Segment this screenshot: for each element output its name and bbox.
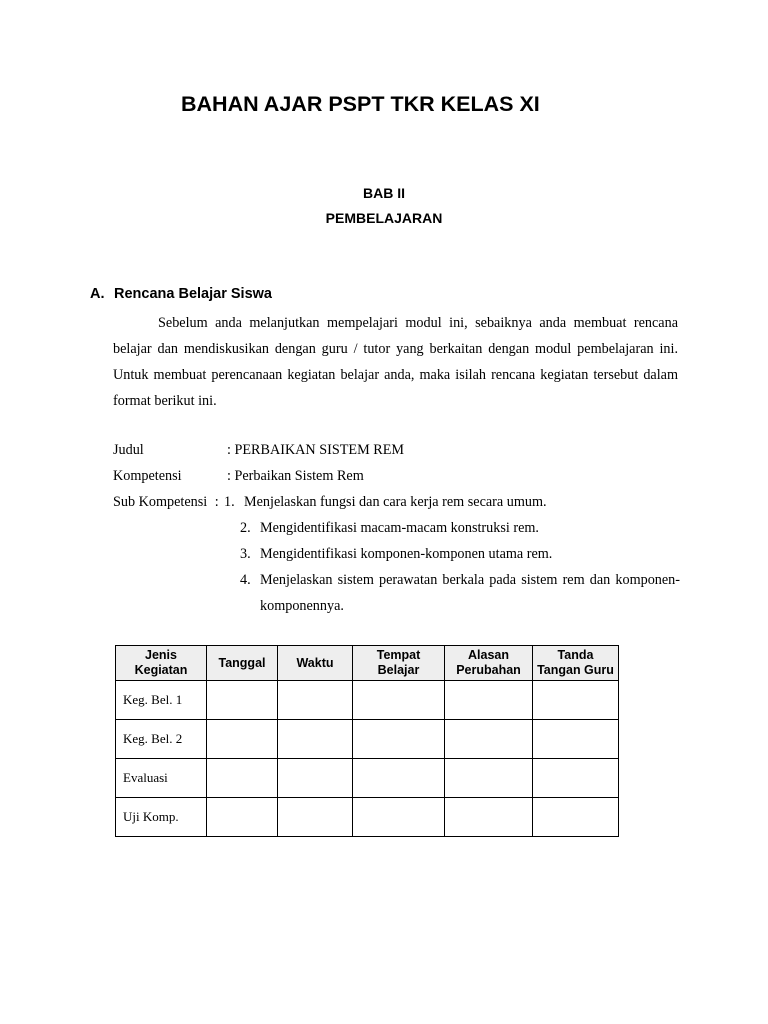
- meta-kompetensi: [113, 466, 364, 486]
- section-heading: [90, 286, 272, 302]
- table-cell[interactable]: [533, 681, 619, 720]
- header-line: Alasan: [468, 648, 509, 662]
- chapter-number: BAB II: [363, 185, 405, 201]
- table-cell[interactable]: [207, 720, 278, 759]
- header-line: Jenis: [145, 648, 177, 662]
- row-label: Evaluasi: [116, 759, 207, 798]
- table-cell[interactable]: [445, 759, 533, 798]
- kompetensi-label: Kompetensi: [113, 468, 182, 484]
- sub-item-number: 4.: [240, 572, 251, 588]
- table-cell[interactable]: [278, 759, 353, 798]
- header-line: Tanggal: [218, 655, 266, 670]
- header-line: Belajar: [377, 663, 420, 677]
- table-header-row: [116, 646, 619, 681]
- sub-item-text: Menjelaskan fungsi dan cara kerja rem secara umum.: [244, 494, 547, 510]
- table-cell[interactable]: [445, 681, 533, 720]
- table-cell[interactable]: [445, 720, 533, 759]
- judul-value: : PERBAIKAN SISTEM REM: [227, 442, 404, 458]
- row-label: Keg. Bel. 2: [116, 720, 207, 759]
- header-tempat-belajar: [353, 646, 445, 681]
- intro-paragraph-text: Sebelum anda melanjutkan mempelajari modul ini, sebaiknya anda membuat rencana belajar dan mendiskusikan dengan guru / tutor yang berkaitan dengan modul pembelajaran ini. Untuk membuat perencanaan kegiatan belajar anda, maka isilah rencana kegiatan tersebut dalam format berikut ini.: [113, 315, 678, 409]
- intro-paragraph: [113, 310, 678, 414]
- sub-item-text: Mengidentifikasi komponen-komponen utama rem.: [260, 546, 553, 562]
- sub-kompetensi-colon: :: [214, 494, 219, 510]
- section-heading-text: Rencana Belajar Siswa: [114, 286, 272, 302]
- table-row: [116, 798, 619, 837]
- document-title: BAHAN AJAR PSPT TKR KELAS XI: [181, 92, 540, 116]
- table-cell[interactable]: [353, 681, 445, 720]
- table-cell[interactable]: [533, 720, 619, 759]
- header-line: Tanda: [557, 648, 594, 662]
- header-tanda-tangan-guru: [533, 646, 619, 681]
- table-cell[interactable]: [207, 759, 278, 798]
- table-cell[interactable]: [533, 759, 619, 798]
- table-cell[interactable]: [278, 681, 353, 720]
- table-row: [116, 681, 619, 720]
- header-line: Kegiatan: [134, 663, 188, 677]
- table-cell[interactable]: [533, 798, 619, 837]
- sub-item-number: 3.: [240, 546, 251, 562]
- sub-item-text: Menjelaskan sistem perawatan berkala pada sistem rem dan komponen-komponennya.: [260, 572, 680, 614]
- section-letter: A.: [90, 286, 105, 302]
- sub-item-number: 2.: [240, 520, 251, 536]
- header-tanggal: [207, 646, 278, 681]
- row-label: Keg. Bel. 1: [116, 681, 207, 720]
- table-cell[interactable]: [278, 720, 353, 759]
- header-jenis-kegiatan: [116, 646, 207, 681]
- sub-item: [240, 567, 680, 619]
- sub-item: [224, 489, 664, 515]
- table-row: [116, 759, 619, 798]
- chapter-title: PEMBELAJARAN: [325, 210, 443, 226]
- sub-item: [240, 541, 680, 567]
- sub-item-number: 1.: [224, 494, 235, 510]
- header-waktu: [278, 646, 353, 681]
- header-alasan-perubahan: [445, 646, 533, 681]
- judul-label: Judul: [113, 442, 144, 458]
- row-label: Uji Komp.: [116, 798, 207, 837]
- header-line: Tangan Guru: [537, 663, 614, 677]
- table-cell[interactable]: [207, 798, 278, 837]
- meta-sub-kompetensi: [113, 492, 219, 512]
- header-line: Tempat: [376, 648, 421, 662]
- sub-kompetensi-label: Sub Kompetensi: [113, 494, 208, 510]
- table-cell[interactable]: [353, 798, 445, 837]
- table-cell[interactable]: [353, 720, 445, 759]
- table-cell[interactable]: [278, 798, 353, 837]
- sub-item: [240, 515, 680, 541]
- table-row: [116, 720, 619, 759]
- table-cell[interactable]: [353, 759, 445, 798]
- header-line: Waktu: [296, 655, 334, 670]
- sub-item-text: Mengidentifikasi macam-macam konstruksi rem.: [260, 520, 539, 536]
- table-cell[interactable]: [207, 681, 278, 720]
- meta-judul: [113, 440, 404, 460]
- table-cell[interactable]: [445, 798, 533, 837]
- study-plan-table: [115, 645, 619, 837]
- kompetensi-value: : Perbaikan Sistem Rem: [227, 468, 364, 484]
- header-line: Perubahan: [456, 663, 521, 677]
